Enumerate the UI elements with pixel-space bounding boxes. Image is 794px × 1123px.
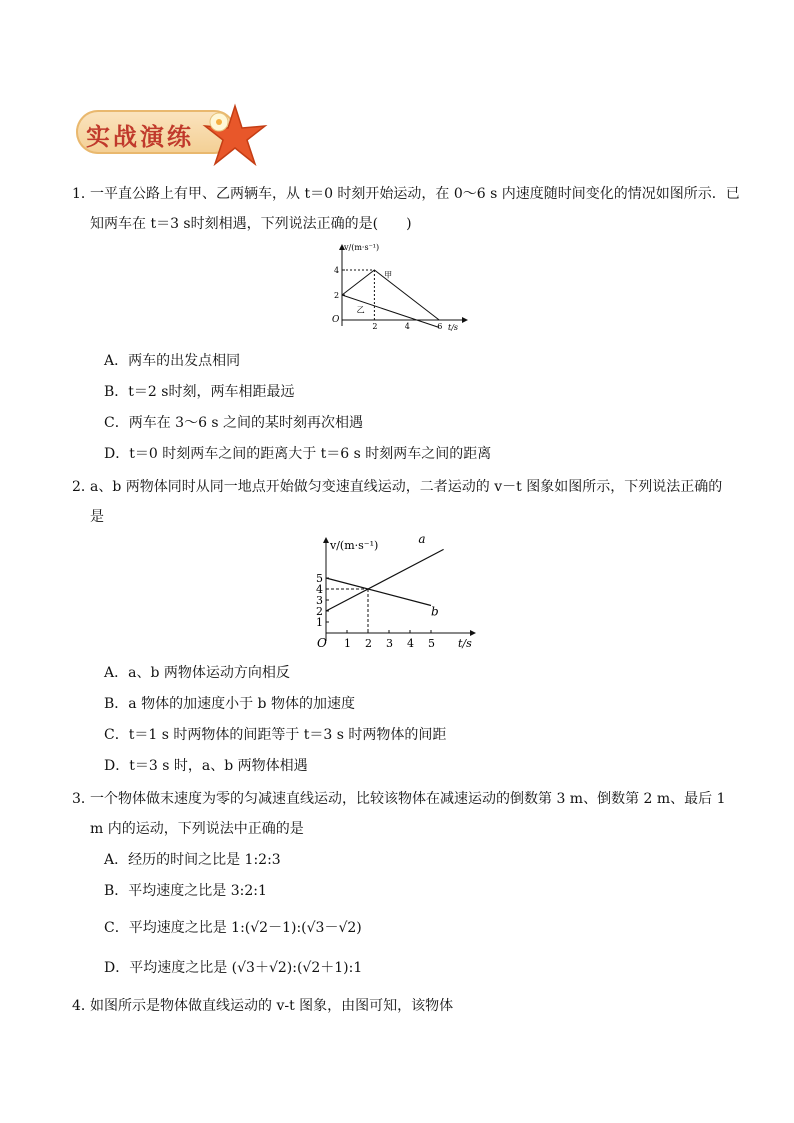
q1-xtick-2: 6 (437, 322, 443, 331)
q2-option-a[interactable]: A．a、b 两物体运动方向相反 (104, 665, 290, 681)
q1-series-label-0: 甲 (384, 270, 393, 280)
q2-ytick-0: 1 (316, 616, 323, 629)
q1-xtick-0: 2 (372, 322, 378, 331)
banner-title: 实战演练 (86, 122, 194, 151)
q1-option-c[interactable]: C．两车在 3～6 s 之间的某时刻再次相遇 (104, 415, 364, 431)
q2-xtick-4: 5 (428, 637, 435, 650)
q2-xtick-2: 3 (386, 637, 393, 650)
q2-text-line1: a、b 两物体同时从同一地点开始做匀变速直线运动，二者运动的 v－t 图象如图所示，下列说法正确的 (90, 479, 723, 495)
q1-option-a[interactable]: A．两车的出发点相同 (104, 353, 241, 369)
q2-series-label-0: a (418, 533, 426, 546)
q3-text-line1: 一个物体做末速度为零的匀减速直线运动，比较该物体在减速运动的倒数第 3 m、倒数第 2 m、最后 1 (90, 791, 726, 807)
q2-vt-graph (310, 533, 480, 651)
q2-xtick-3: 4 (407, 637, 414, 650)
q1-ytick-1: 4 (334, 266, 340, 275)
q2-series-label-1: b (431, 604, 439, 619)
q2-option-b[interactable]: B．a 物体的加速度小于 b 物体的加速度 (104, 696, 355, 712)
q1-option-b[interactable]: B．t＝2 s时刻，两车相距最远 (104, 384, 295, 400)
q1-number: 1． (72, 186, 95, 202)
q3-option-b[interactable]: B．平均速度之比是 3:2:1 (104, 883, 267, 899)
q2-xlabel: t/s (458, 637, 472, 650)
q2-series-line-0 (326, 549, 444, 611)
q2-xtick-0: 1 (344, 637, 351, 650)
q2-ytick-1: 2 (316, 605, 323, 618)
q2-text-line2: 是 (90, 509, 104, 525)
q3-option-d[interactable]: D．平均速度之比是 (√3＋√2):(√2＋1):1 (104, 960, 363, 976)
q1-text-line1: 一平直公路上有甲、乙两辆车，从 t＝0 时刻开始运动，在 0～6 s 内速度随时间变化的情况如图所示．已 (90, 186, 740, 202)
q2-ylabel: v/(m·s⁻¹) (330, 539, 379, 552)
q1-ytick-0: 2 (334, 291, 340, 300)
q2-option-c[interactable]: C．t＝1 s 时两物体的间距等于 t＝3 s 时两物体的间距 (104, 727, 447, 743)
q2-ytick-4: 5 (316, 572, 323, 585)
q2-ytick-2: 3 (316, 594, 323, 607)
q3-option-a[interactable]: A．经历的时间之比是 1:2:3 (104, 852, 281, 868)
q2-option-d[interactable]: D．t＝3 s 时，a、b 两物体相遇 (104, 758, 308, 774)
q2-origin: O (317, 636, 327, 650)
q2-number: 2． (72, 479, 95, 495)
section-banner (72, 100, 272, 170)
q3-option-c[interactable]: C．平均速度之比是 1:(√2－1):(√3－√2) (104, 920, 362, 936)
q1-origin: O (332, 315, 340, 325)
q2-xtick-1: 2 (365, 637, 372, 650)
q2-series-line-1 (326, 578, 431, 606)
q1-xtick-1: 4 (404, 322, 410, 331)
q1-xlabel: t/s (448, 323, 459, 332)
q1-vt-graph (330, 240, 470, 332)
q1-option-d[interactable]: D．t＝0 时刻两车之间的距离大于 t＝6 s 时刻两车之间的距离 (104, 446, 492, 462)
q4-text-line1: 如图所示是物体做直线运动的 v-t 图象，由图可知，该物体 (90, 998, 454, 1014)
q1-text-line2: 知两车在 t＝3 s时刻相遇，下列说法正确的是( ) (90, 216, 412, 232)
q4-number: 4． (72, 998, 95, 1014)
q1-ylabel: v/(m·s⁻¹) (344, 243, 380, 252)
q1-series-label-1: 乙 (356, 305, 365, 315)
q2-ytick-3: 4 (316, 583, 323, 596)
starfish-icon (197, 100, 272, 170)
q3-number: 3． (72, 791, 95, 807)
q3-text-line2: m 内的运动，下列说法中正确的是 (90, 821, 304, 837)
